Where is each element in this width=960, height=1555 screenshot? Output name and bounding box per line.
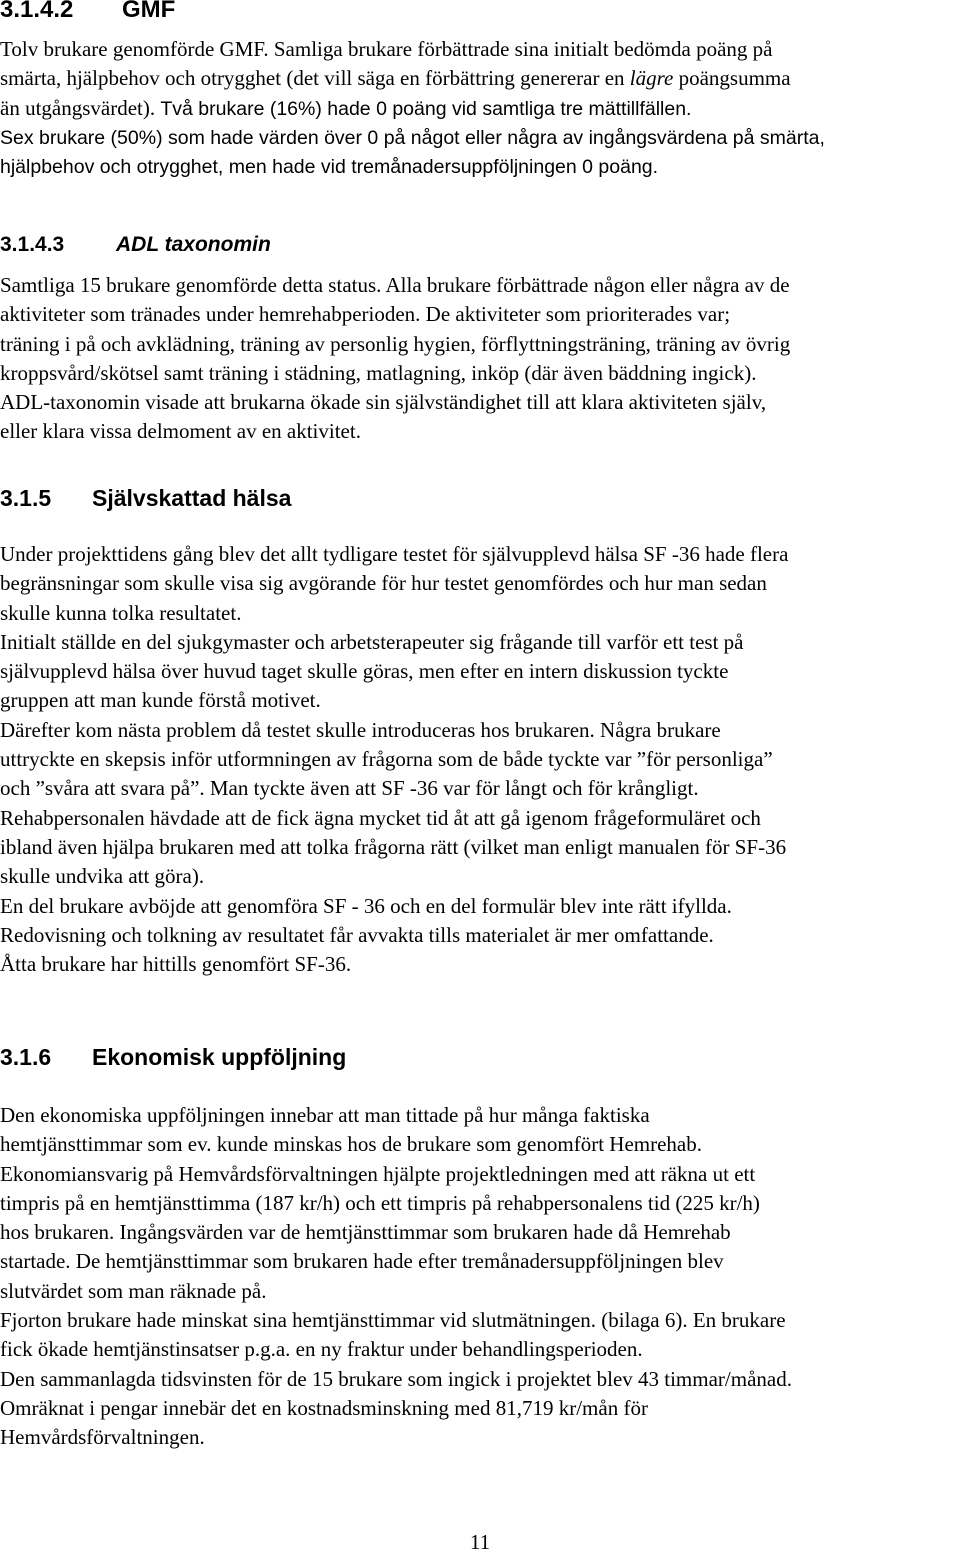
section-number: 3.1.6 (0, 1044, 52, 1070)
text-line: kroppsvård/skötsel samt träning i städning, matlagning, inköp (där även bäddning ingick). (0, 360, 757, 385)
text-line: aktiviteter som tränades under hemrehabperioden. De aktiviteter som prioriterades var; (0, 302, 731, 327)
text-line: ADL-taxonomin visade att brukarna ökade sin självständighet till att klara aktiviteten själv, (0, 390, 767, 415)
text-line: Omräknat i pengar innebär det en kostnadsminskning med 81,719 kr/mån för (0, 1395, 648, 1420)
text-line (0, 94, 960, 124)
text-line: gruppen att man kunde förstå motivet. (0, 688, 321, 713)
text-line: skulle undvika att göra). (0, 864, 205, 889)
emphasis-text: lägre (629, 66, 674, 91)
text-line: timpris på en hemtjänsttimma (187 kr/h) och ett timpris på rehabpersonalens tid (225 kr/h) (0, 1190, 760, 1215)
section-title: ADL taxonomin (116, 233, 271, 256)
section-title: Ekonomisk uppföljning (92, 1044, 347, 1070)
text-line: Den ekonomiska uppföljningen innebar att man tittade på hur många faktiska (0, 1103, 650, 1127)
text-line: fick ökade hemtjänstinsatser p.g.a. en ny fraktur under behandlingsperioden. (0, 1337, 643, 1362)
text-fragment-sans: Två brukare (16%) hade 0 poäng vid samtliga tre mättillfällen. (160, 97, 692, 120)
section-number: 3.1.4.2 (0, 0, 74, 23)
section-heading-ekonomisk-uppfoljning (0, 1044, 346, 1071)
text-line: Den sammanlagda tidsvinsten för de 15 brukare som ingick i projektet blev 43 timmar/månad. (0, 1366, 792, 1391)
text-line: begränsningar som skulle visa sig avgörande för hur testet genomfördes och hur man sedan (0, 571, 767, 596)
paragraph-gmf (0, 35, 960, 182)
text-line: eller klara vissa delmoment av en aktivitet. (0, 419, 361, 444)
paragraph-ekonomisk-uppfoljning (0, 1101, 960, 1453)
page-number: 11 (469, 1530, 491, 1554)
text-line: Samtliga 15 brukare genomförde detta status. Alla brukare förbättrade någon eller några av de (0, 273, 790, 297)
text-line: Därefter kom nästa problem då testet skulle introduceras hos brukaren. Några brukare (0, 717, 721, 742)
text-line: Ekonomiansvarig på Hemvårdsförvaltningen hjälpte projektledningen med att räkna ut ett (0, 1161, 756, 1186)
paragraph-adl (0, 271, 960, 447)
text-fragment: smärta, hjälpbehov och otrygghet (det vill säga en förbättring genererar en (0, 66, 625, 91)
section-number: 3.1.4.3 (0, 233, 65, 256)
text-line: En del brukare avböjde att genomföra SF - 36 och en del formulär blev inte rätt ifyllda. (0, 893, 732, 918)
text-fragment: poängsumma (678, 66, 791, 91)
text-line: Tolv brukare genomförde GMF. Samliga brukare förbättrade sina initialt bedömda poäng på (0, 37, 773, 61)
section-heading-adl (0, 233, 271, 257)
text-line: slutvärdet som man räknade på. (0, 1278, 267, 1303)
section-title: Självskattad hälsa (92, 485, 292, 511)
text-line: uttryckte en skepsis inför utformningen av frågorna som de både tyckte var ”för personliga” (0, 747, 773, 772)
text-line: Sex brukare (50%) som hade värden över 0 på något eller några av ingångsvärdena på smärta, (0, 126, 825, 149)
text-line: självupplevd hälsa över huvud taget skulle göras, men efter en intern diskussion tyckte (0, 659, 729, 684)
text-line: Under projekttidens gång blev det allt tydligare testet för självupplevd hälsa SF -36 hade flera (0, 542, 789, 566)
text-line: hjälpbehov och otrygghet, men hade vid tremånadersuppföljningen 0 poäng. (0, 156, 659, 179)
paragraph-sjalvskattad-halsa (0, 540, 960, 979)
section-number: 3.1.5 (0, 485, 52, 511)
text-line: Redovisning och tolkning av resultatet får avvakta tills materialet är mer omfattande. (0, 922, 714, 947)
text-line: ibland även hjälpa brukaren med att tolka frågorna rätt (vilket man enligt manualen för SF-36 (0, 834, 787, 859)
text-line: Åtta brukare har hittills genomfört SF-36. (0, 952, 352, 977)
text-line: träning i på och avklädning, träning av personlig hygien, förflyttningsträning, träning av övrig (0, 331, 791, 356)
text-line: hos brukaren. Ingångsvärden var de hemtjänsttimmar som brukaren hade då Hemrehab (0, 1220, 731, 1245)
text-line: startade. De hemtjänsttimmar som brukaren hade efter tremånadersuppföljningen blev (0, 1249, 724, 1274)
text-line: skulle kunna tolka resultatet. (0, 600, 242, 625)
section-heading-gmf (0, 0, 175, 24)
text-line: Hemvårdsförvaltningen. (0, 1425, 205, 1450)
section-heading-sjalvskattad-halsa (0, 485, 291, 512)
text-line: Rehabpersonalen hävdade att de fick ägna mycket tid åt att gå igenom frågeformuläret och (0, 805, 761, 830)
text-line: hemtjänsttimmar som ev. kunde minskas hos de brukare som genomfört Hemrehab. (0, 1132, 702, 1157)
text-line: Fjorton brukare hade minskat sina hemtjänsttimmar vid slutmätningen. (bilaga 6). En brukare (0, 1308, 786, 1333)
text-line (0, 64, 960, 93)
section-title: GMF (122, 0, 176, 23)
text-line: Initialt ställde en del sjukgymaster och arbetsterapeuter sig frågande till varför ett test på (0, 629, 744, 654)
text-fragment: än utgångsvärdet). (0, 95, 156, 120)
text-line: och ”svåra att svara på”. Man tyckte även att SF -36 var för långt och för krångligt. (0, 776, 699, 801)
